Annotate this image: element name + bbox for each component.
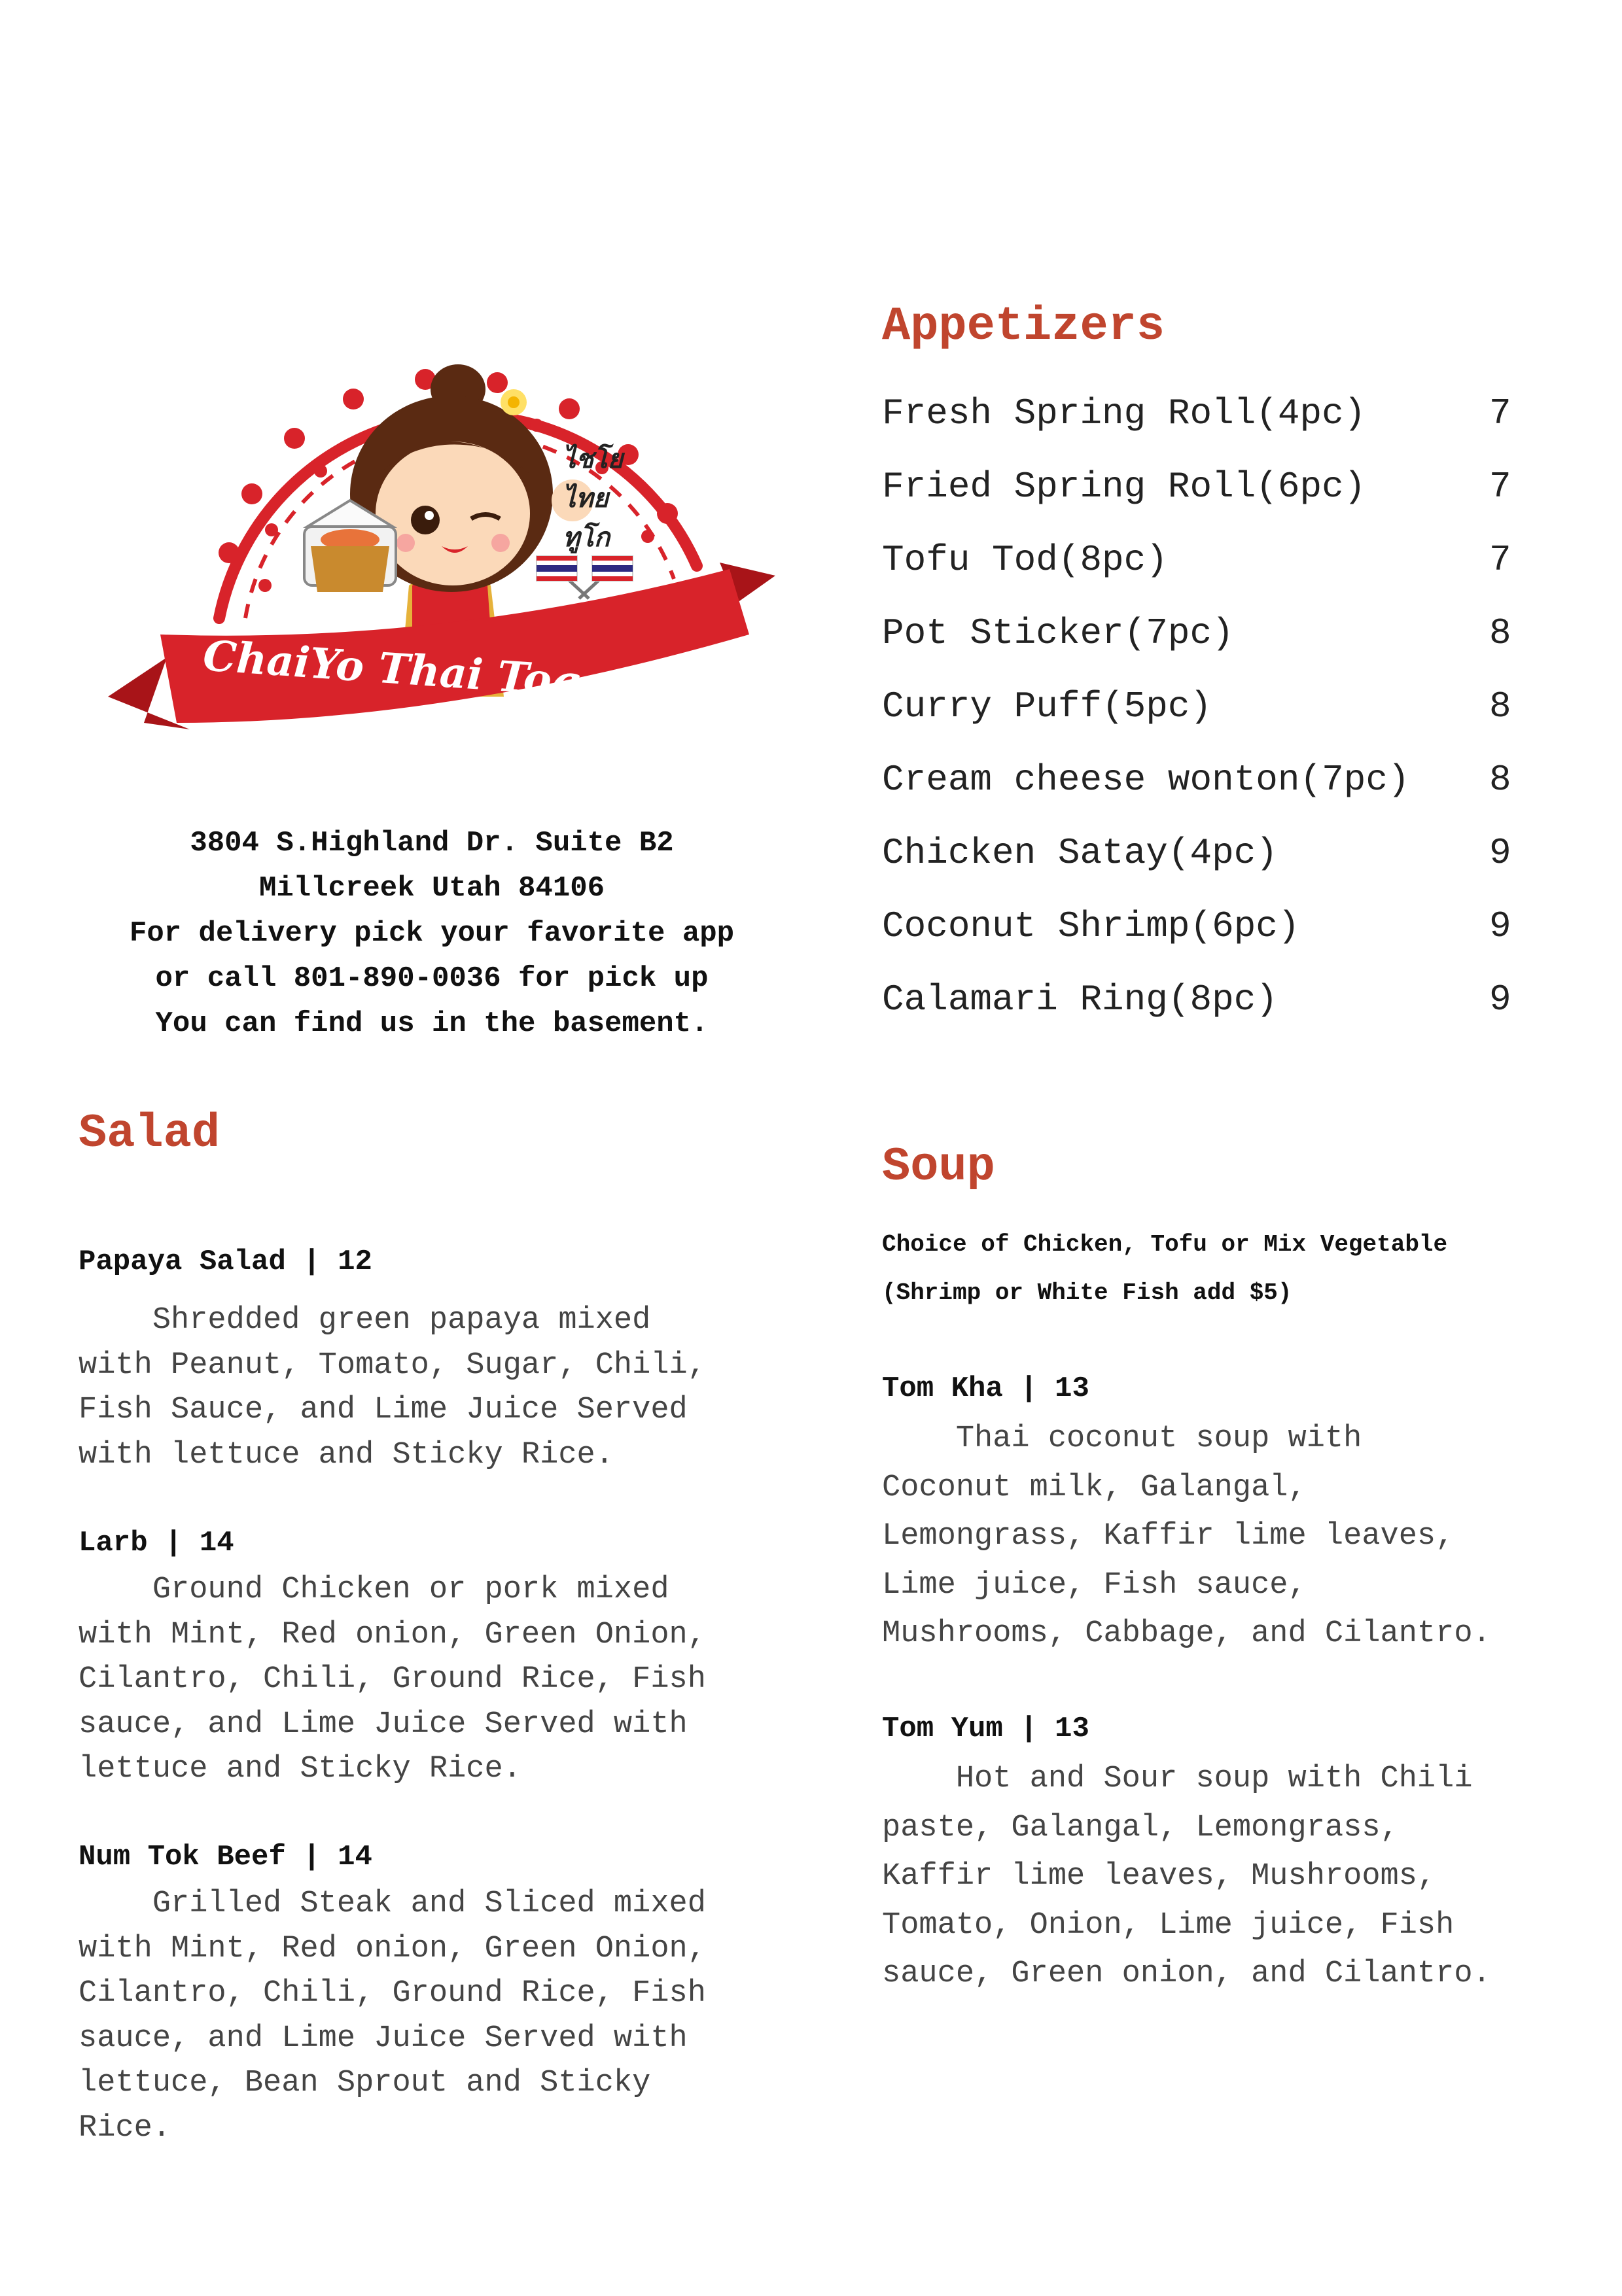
salad-item-description: Grilled Steak and Sliced mixed with Mint, Red onion, Green Onion, Cilantro, Chili, Ground Rice, Fish sauce, and Lime Juice Served with lettuce, Bean Sprout and Sticky Rice. <box>79 1887 706 2146</box>
appetizer-price: 8 <box>1489 686 1511 727</box>
appetizer-price: 7 <box>1489 466 1511 508</box>
salad-item-name: Num Tok Beef | 14 <box>79 1841 372 1873</box>
appetizer-row <box>882 979 1536 1052</box>
appetizer-row <box>882 759 1536 832</box>
soup-item-name: Tom Yum | 13 <box>882 1713 1089 1745</box>
soup-title: Soup <box>882 1140 995 1194</box>
appetizer-price: 7 <box>1489 539 1511 581</box>
appetizer-name: Calamari Ring(8pc) <box>882 979 1278 1020</box>
appetizer-price: 8 <box>1489 759 1511 801</box>
appetizer-row <box>882 686 1536 759</box>
appetizer-name: Coconut Shrimp(6pc) <box>882 905 1300 947</box>
soup-item-description: Hot and Sour soup with Chili paste, Galangal, Lemongrass, Kaffir lime leaves, Mushrooms, Tomato, Onion, Lime juice, Fish sauce, Green onion, and Cilantro. <box>882 1762 1491 1991</box>
appetizer-row <box>882 466 1536 539</box>
brand-name: ChaiYo Thai Togo <box>202 631 610 709</box>
salad-item-name: Papaya Salad | 12 <box>79 1245 372 1278</box>
appetizers-title: Appetizers <box>882 300 1165 353</box>
appetizer-name: Pot Sticker(7pc) <box>882 612 1234 654</box>
appetizer-row <box>882 832 1536 905</box>
soup-note-line-1: Choice of Chicken, Tofu or Mix Vegetable <box>882 1231 1448 1258</box>
salad-item-description: Ground Chicken or pork mixed with Mint, Red onion, Green Onion, Cilantro, Chili, Ground Rice, Fish sauce, and Lime Juice Served with lettuce and Sticky Rice. <box>79 1573 706 1786</box>
appetizer-price: 9 <box>1489 832 1511 874</box>
appetizer-price: 9 <box>1489 979 1511 1020</box>
delivery-line-1: For delivery pick your favorite app <box>129 917 735 950</box>
appetizer-name: Tofu Tod(8pc) <box>882 539 1168 581</box>
soup-item-name: Tom Kha | 13 <box>882 1372 1089 1405</box>
appetizer-name: Curry Puff(5pc) <box>882 686 1212 727</box>
appetizers-list <box>882 392 1536 1052</box>
appetizer-name: Chicken Satay(4pc) <box>882 832 1278 874</box>
address-line-2: Millcreek Utah 84106 <box>258 872 605 905</box>
appetizer-price: 9 <box>1489 905 1511 947</box>
salad-item-description: Shredded green papaya mixed with Peanut, Tomato, Sugar, Chili, Fish Sauce, and Lime Juice Served with lettuce and Sticky Rice. <box>79 1303 706 1472</box>
delivery-line-2: or call 801-890-0036 for pick up <box>155 962 709 995</box>
appetizer-price: 7 <box>1489 392 1511 434</box>
thai-line-3: ทูโก <box>563 522 610 553</box>
soup-item-description: Thai coconut soup with Coconut milk, Galangal, Lemongrass, Kaffir lime leaves, Lime juice, Fish sauce, Mushrooms, Cabbage, and Cilantro. <box>882 1421 1491 1651</box>
appetizer-name: Fried Spring Roll(6pc) <box>882 466 1366 508</box>
thai-line-2: ไทย <box>563 483 608 513</box>
appetizer-row <box>882 612 1536 686</box>
salad-title: Salad <box>79 1107 220 1160</box>
appetizer-name: Cream cheese wonton(7pc) <box>882 759 1410 801</box>
thai-line-1: ไชโย <box>563 444 624 474</box>
appetizer-row <box>882 905 1536 979</box>
thai-text <box>563 443 626 554</box>
appetizer-row <box>882 392 1536 466</box>
appetizer-row <box>882 539 1536 612</box>
address-line-1: 3804 S.Highland Dr. Suite B2 <box>190 827 674 860</box>
address-block <box>72 821 792 1047</box>
appetizer-name: Fresh Spring Roll(4pc) <box>882 392 1366 434</box>
appetizer-price: 8 <box>1489 612 1511 654</box>
location-note: You can find us in the basement. <box>155 1007 709 1040</box>
salad-item-name: Larb | 14 <box>79 1527 234 1559</box>
chaiyo-logo <box>105 278 779 756</box>
thai-flags-icon <box>537 556 633 599</box>
soup-note-line-2: (Shrimp or White Fish add $5) <box>882 1279 1292 1306</box>
